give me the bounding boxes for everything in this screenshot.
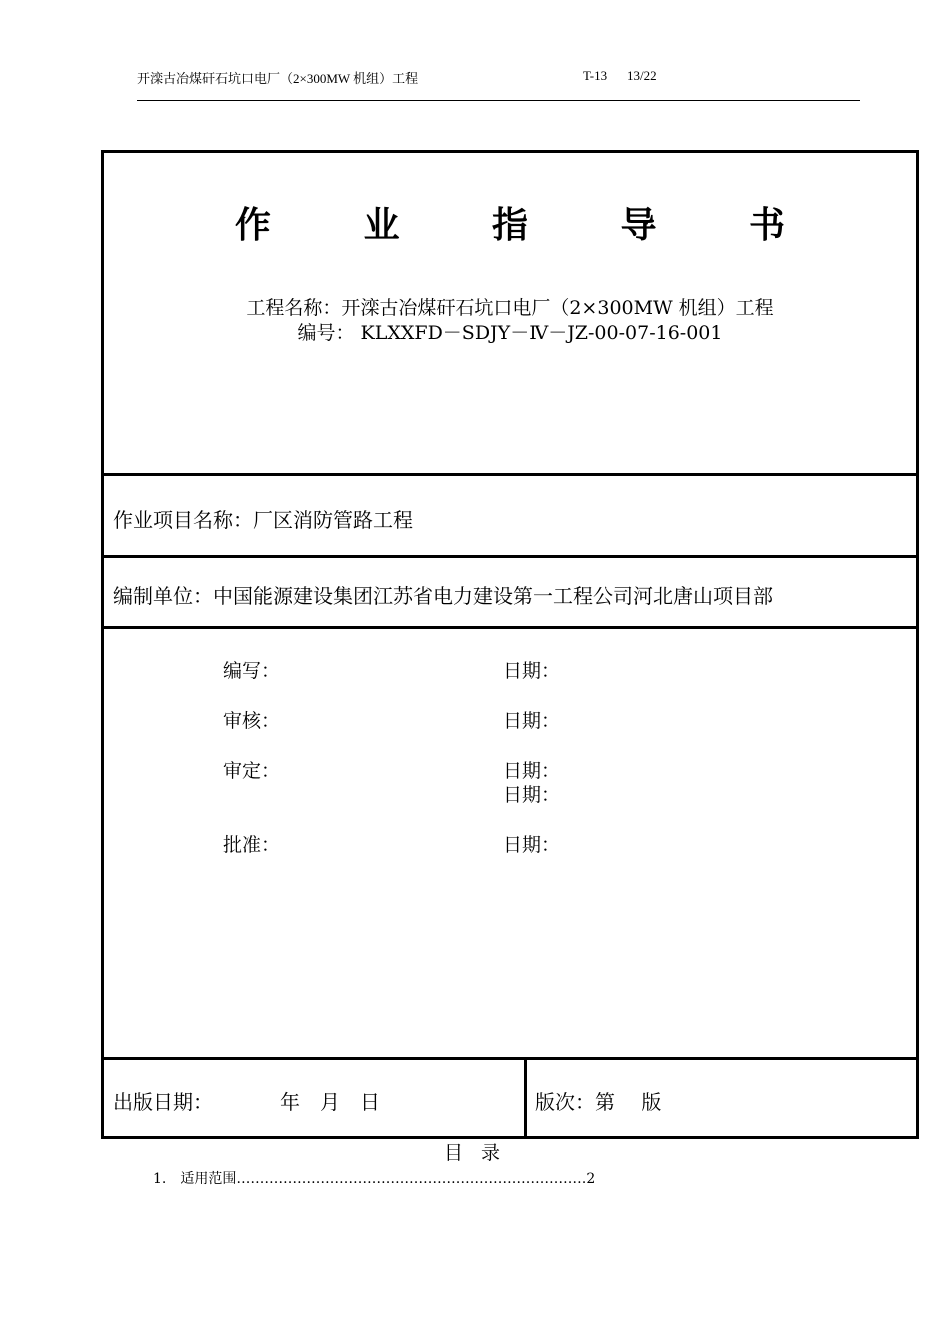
publish-date-value: 年 月 日: [280, 1090, 380, 1114]
toc-title: 目 录: [443, 1142, 507, 1164]
compiling-unit: 编制单位：中国能源建设集团江苏省电力建设第一工程公司河北唐山项目部: [113, 584, 773, 608]
item-name: 作业项目名称：厂区消防管路工程: [113, 508, 413, 532]
signoff-date: 日期：: [503, 784, 561, 806]
divider: [104, 626, 916, 629]
guide-form: [101, 150, 919, 1139]
divider: [104, 473, 916, 476]
divider-vertical: [524, 1059, 527, 1136]
signoff-role: 审核：: [223, 710, 281, 732]
header-code: T-13: [583, 68, 608, 83]
project-name-line: 工程名称：开滦古冶煤矸石坑口电厂（2×300MW 机组）工程: [246, 297, 774, 319]
divider: [104, 555, 916, 558]
signoff-date: 日期：: [503, 760, 561, 782]
document-number-line: 编号： KLXXFD－SDJY－Ⅳ－JZ-00-07-16-001: [297, 322, 723, 344]
header-page: 13/22: [627, 68, 657, 83]
edition: 版次：第 版: [535, 1090, 662, 1114]
header-rule: [137, 100, 860, 101]
signoff-date: 日期：: [503, 834, 561, 856]
signoff-role: 编写：: [223, 660, 281, 682]
form-title: 作 业 指 导 书: [234, 205, 826, 246]
signoff-date: 日期：: [503, 710, 561, 732]
signoff-date: 日期：: [503, 660, 561, 682]
toc-item[interactable]: 1. 适用范围…………………………………………………………………2: [153, 1171, 596, 1187]
signoff-role: 批准：: [223, 834, 281, 856]
header-project: 开滦古冶煤矸石坑口电厂（2×300MW 机组）工程: [137, 71, 419, 86]
divider: [104, 1057, 916, 1060]
publish-date-label: 出版日期：: [113, 1090, 213, 1114]
signoff-role: 审定：: [223, 760, 281, 782]
